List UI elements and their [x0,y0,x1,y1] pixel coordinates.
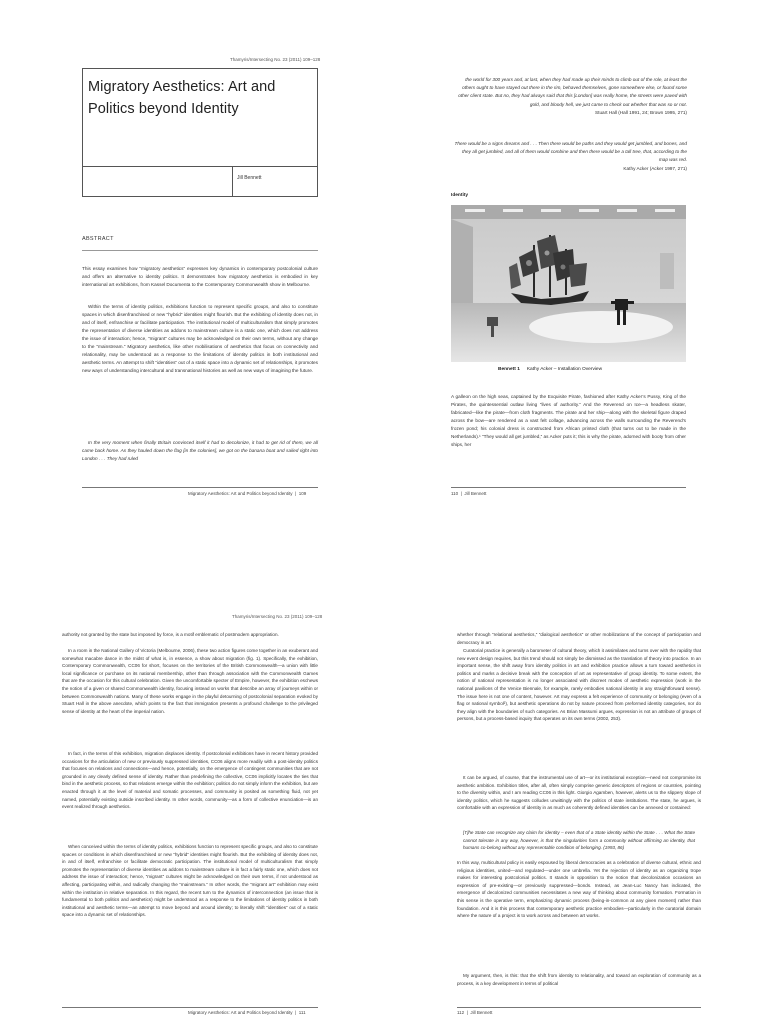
page-number: 109 [298,491,307,496]
body-paragraph-1: authority not granted by the state but imposed by force, is a motif emblematic of postmodern appropriation. [62,632,279,637]
abstract-paragraph-2: Within the terms of identity politics, exhibitions function to represent specific groups, and also to constitute spaces in which disenfranchised or new “hybrid” identities might flourish. But the exhibiting of identity does not, in and of itself, enfranchise or facilitate participation. The institutional model of multiculturalism that simply promotes the representation of diverse identities as addons to mainstream culture is a static one, which does not address the issue of interaction; hence, “migrant” cultures may be acknowledged on their own terms, without any change to the “mainstream.” Migratory aesthetics, like other mobilisations of aesthetics that focus on connectivity and relationality, may be understood as a response to the limitations of identity politics in both institutional and aesthetic terms. An attempt to shift “identities” out of a static space into a dynamic set of relationships, it promotes new ways of understanding intercultural and transnational histories as well as new ways of imagining the future. [82,304,318,374]
page-number: 112 [457,1010,465,1015]
title-box [82,68,318,197]
body-paragraph-1: whether through “relational aesthetics,” “dialogical aesthetics” or other mobilizations of the concept of participation and democracy in art. [457,632,701,645]
page-111 [0,512,384,1024]
page-109 [0,0,384,512]
body-paragraph-3: In fact, in the terms of this exhibition, migration displaces identity. If postcolonial exhibitions have in recent history provided occasions for the articulation of new or previously suppressed identities, CC06 aligns more readily with a post-identity politics that focuses on relations and connections—and hence, potentially, on the emergence of contingent communities that are not grounded in any clearly defined sense of identity. Rather than predefining the collective, CC06 implicitly locates the ties that bind in the aesthetic process, so that relations emerge within the exhibition; politics do not simply inform the exhibition, but are enacted through it at the level of material and somatic processes, and community is posited as something fluid, not yet named, potentially existing outside inscribed identity. In other words, community—as a form of collective enunciation—is an event realized through aesthetics. [62,751,318,810]
installation-photo [451,205,686,362]
footer-rule [451,487,686,488]
page-112 [384,512,768,1024]
footer-rule [457,1007,701,1008]
installation-photo-art [451,205,686,362]
footer-separator: | [465,1010,471,1015]
author-name: Jill Bennett [237,175,262,181]
epigraph-1-text: the world for 300 years and, at last, when they had made up their minds to climb out of the role, at least the others ought to have stayed out there in the rim, behaved themselves, gone somewhere else, or found some other client state. But no, they had always said that this [London] was really home, the streets were paved with gold, and bloody hell, we just came to check out whether that was so or not. [458,77,687,107]
epigraph-2-text: There would be a signs dreams and . . . Then there would be paths and they would get jumbled, and bones, and they all get jumbled, and all of them would combine and then there would be a tall tree, that, according to the map was red. [454,141,687,163]
body-paragraph: A galleon on the high seas, captained by the Exquisite Pirate, fashioned after Kathy Acker’s Pussy, King of the Pirates, the quintessential outlaw living “lives of authority.” And the Reverend on Ice—a headless skater, fabricated—like the pirate—from cloth fragments. The pirate and her ship—along with the skeletal figure draped across the bow—are rendered as a vast felt collage, advancing across the walls surrounding the Reverend’s frozen pond; his colonial dress is constructed from African printed cloth (that turns out to be made in the Netherlands).¹ “They would all get jumbled,” as Acker puts it; this is why the pirate, adorned with booty from other ships, her [451,394,686,448]
epigraph-2-source: Kathy Acker (Acker 1997, 271) [623,165,687,171]
body-paragraph-5: My argument, then, is this: that the shift from identity to relationality, and toward an exploration of community as a process, is a key development in terms of political [457,973,701,986]
footer-separator: | [293,491,299,496]
page-number: 111 [298,1010,306,1015]
figure-caption-text: Kathy Acker – Installation Overview [526,367,603,372]
page-number: 110 [451,491,459,496]
epigraph-hall-continued [452,76,687,117]
epigraph-acker [452,140,687,173]
body-paragraph-4: In this way, multicultural policy is easily espoused by liberal democracies as a celebration of diverse cultural, ethnic and religious identities, united—and regulated—under one umbrella. Yet the rejection of identity as an organizing trope makes for interesting postcolonial politics. It stands in opposition to the notion that decolonization occasions an expression of pre-existing—or previously suppressed—bonds. Instead, as Jean-Luc Nancy has indicated, the emergence of decolonized communities necessitates a new way of thinking about community formation. Formation in this sense is the operative term, emphasizing dynamic process (being-in-common at any given moment) rather than foundation. And it is this process that contemporary aesthetic practice embodies—particularly in the curatorial domain where the nature of a project is to work across and between art works. [457,860,701,919]
figure-label: Bennett 1 [498,367,520,372]
body-paragraph-2: In a room in the National Gallery of Victoria (Melbourne, 2006), these two action figures come together in an exuberant and somewhat macabre dance in the midst of what is, in essence, a show about migration (fig. 1). Specifically, the exhibition, Contemporary Commonwealth, CC06 for short, focuses on the territories of the British Commonwealth—a union with little local significance or purchase on its national membership, other than through association with the Commonwealth Games that are the occasion for this cultural celebration. Given the uncomfortable specter of Empire, however, the exhibition eschews the notion of a given or shared Commonwealth identity, focusing instead on works that describe an array of journeys within or between Commonwealth nations. Many of these works engage in the playful detourning of postcolonial separation evoked by Stuart Hall in the above anecdote, which points to the fact that immigration presents a profound challenge to the privileged sense of identity at the heart of the imperial nation. [62,648,318,714]
epigraph-1-source: Stuart Hall (Hall 1991, 24; Brown 1995, 271) [595,109,687,115]
title-divider [83,166,317,167]
block-quote-agamben: [T]he State can recognize any claim for identity – even that of a State identity within the State . . . What the State cannot tolerate in any way, however, is that the singularities form a community without affirming an identity, that humans co-belong without any representable condition of belonging. (1993, 86) [463,830,695,851]
footer-author: Jill Bennett [464,491,487,496]
body-paragraph-4: When conceived within the terms of identity politics, exhibitions function to represent specific groups, and also to constitute spaces or conditions in which disenfranchised or new “hybrid” identities might flourish. But the exhibiting of identity does not, in and of itself, enfranchise or facilitate democratic participation. The institutional model of multiculturalism that simply promotes the representation of diverse identities as addons to mainstream culture is in fact a fairly static one, which does not address the issue of interaction; hence, “migrant” cultures might be acknowledged on their own terms, if not understood as affecting, participating within, and radically changing the “mainstream.” In other words, the “migrant art” exhibition may exist within the institution in relative separation. In this regard, the recent turn to the dynamics of interconnection (an issue that is fundamental to both politics and aesthetics) might be understood as a response to the limitations of identity politics in both institutional and aesthetic terms—an attempt to move beyond and around identity; to literally shift “identities” out of a static space into a dynamic set of relationships. [62,844,318,918]
page-footer [188,1010,306,1015]
footer-separator: | [459,491,465,496]
running-head: Thamyris/Intersecting No. 23 (2011) 109–128 [230,57,321,62]
body-paragraph-3: It can be argued, of course, that the instrumental use of art—or its institutional exception—need not compromise its aesthetic ambition. Exhibition titles, after all, often simply comprise generic descriptors of regions or countries, pointing to the diversity within, and I am reading CC06 in this light. Giorgio Agamben, however, alerts us to the slippery slope of identity politics, which he suggests colludes unwittingly with the politics of state institutions. The state, he argues, is comfortable with an expression of identity in as much as coherently defined identities can be annexed or contained: [457,775,701,811]
body-paragraph-2: Curatorial practice is generally a barometer of cultural theory, which it assimilates and turns over with the rapidity that new event design requires, but this trend should not simply be dismissed as the translation of theory into practice. In an important sense, the shift away from identity politics in art and exhibition practice allows a turn toward aesthetics in politics and marks a decisive break with the conception of art as representative of group identity. To some extent, the notion of national representation is no longer associated with discreet modes of aesthetic expression (work in the national pavilions of the Venice Biennale, for example, rarely embodies national identity in any straightforward sense). The issue here is not one of content, however. Art may express a felt experience of community or belonging (even of a flag or national symbol²), but aesthetic operations do not by nature proceed from preformed identity categories, nor do they align with the boundaries of such categories. As Brian Massumi argues, expression is not an attribute of groups of persons, but a process-based inquiry that operates on its own terms (2002, 253). [457,648,701,722]
figure-caption [498,367,602,372]
footer-title: Migratory Aesthetics: Art and Politics beyond Identity [188,491,293,496]
page-footer [188,491,306,496]
footer-rule [82,487,318,488]
footer-rule [62,1007,318,1008]
running-head: Thamyris/Intersecting No. 23 (2011) 109–128 [232,614,323,619]
abstract-rule-top [82,250,318,251]
abstract-paragraph-1: This essay examines how “migratory aesthetics” expresses key dynamics in contemporary postcolonial culture and offers an alternative to identity politics. It demonstrates how migratory aesthetics is embodied in key international art exhibitions, from Kassel Documenta to the Contemporary Commonwealth show in Melbourne. [82,266,318,288]
page-footer [451,491,486,496]
article-title: Migratory Aesthetics: Art and Politics beyond Identity [88,79,276,117]
section-heading: Identity [451,193,469,198]
footer-author: Jill Bennett [470,1010,493,1015]
page-110 [384,0,768,512]
epigraph-hall: In the very moment when finally Britain convinced itself it had to decolonize, it had to get rid of them, we all came back home. As they hauled down the flag [in the colonies], we got on the banana boat and sailed right into London . . . They had ruled [82,440,318,462]
footer-separator: | [293,1010,299,1015]
page-footer [457,1010,492,1015]
abstract-heading: ABSTRACT [82,236,114,242]
title-vertical-divider [232,166,233,196]
footer-title: Migratory Aesthetics: Art and Politics beyond Identity [188,1010,293,1015]
